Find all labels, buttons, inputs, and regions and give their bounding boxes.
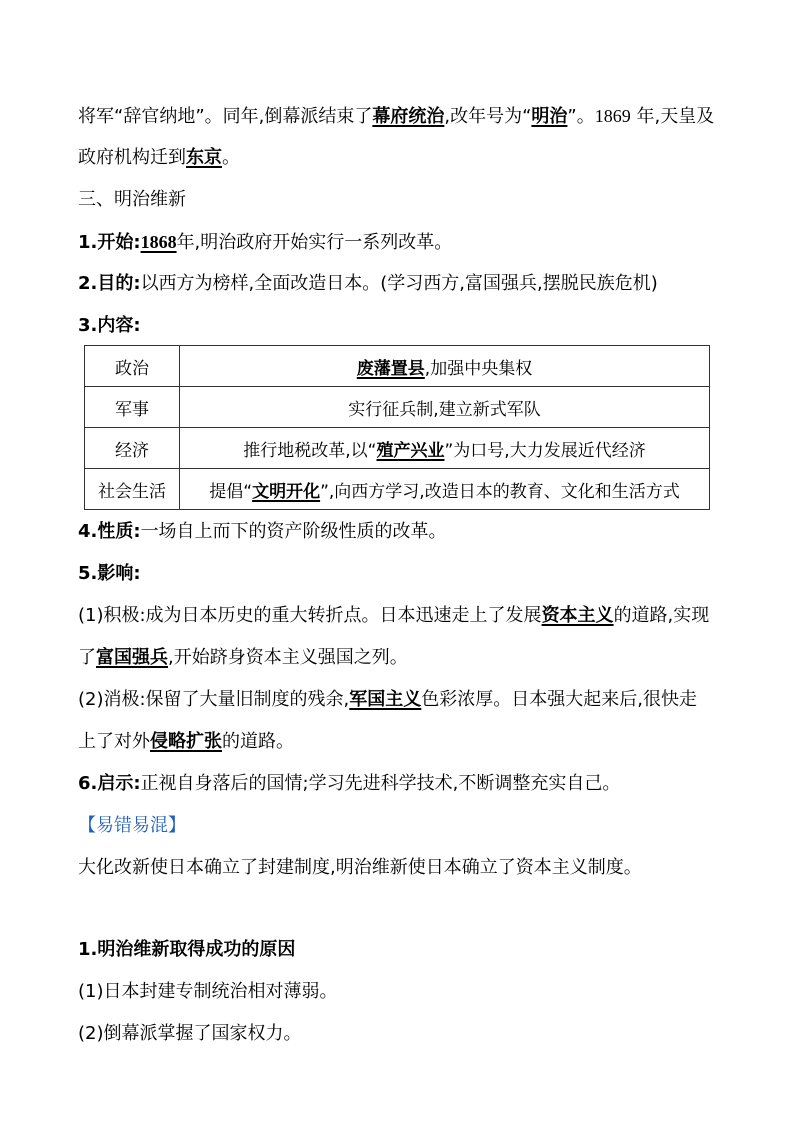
key-term-rich-country: 富国强兵	[96, 647, 168, 668]
key-term-tokyo: 东京	[186, 147, 222, 168]
text-span: 的道路。	[222, 731, 294, 752]
text-span: 年,天皇及	[630, 106, 715, 127]
key-term-capitalism: 资本主义	[541, 605, 614, 626]
text-span: 政府机构迁到	[78, 147, 186, 168]
year-1868: 1868	[140, 232, 177, 252]
lesson-text: 正视自身落后的国情;学习先进科学技术,不断调整充实自己。	[140, 773, 621, 794]
influence-label: 5.影响:	[78, 563, 141, 584]
key-term-aggression: 侵略扩张	[150, 731, 222, 752]
table-cell-detail	[180, 428, 710, 469]
text-span: 提倡“	[209, 481, 253, 502]
easy-mistake-text: 大化改新使日本确立了封建制度,明治维新使日本确立了资本主义制度。	[78, 857, 642, 878]
nature-text: 一场自上而下的资产阶级性质的改革。	[140, 521, 447, 542]
positive-line2	[78, 646, 408, 672]
text-span: ,改年号为“	[444, 106, 532, 127]
nature-line	[78, 520, 447, 546]
start-line	[78, 230, 452, 256]
key-term: 废藩置县	[356, 358, 425, 379]
text-span: ,开始跻身资本主义强国之列。	[168, 647, 408, 668]
reason-item: (2)倒幕派掌握了国家权力。	[78, 1023, 302, 1044]
text-span: (1)积极:成为日本历史的重大转折点。日本迅速走上了发展	[78, 605, 542, 626]
table-cell-detail	[180, 469, 710, 510]
table-cell-category: 军事	[85, 387, 180, 428]
table-row	[85, 346, 710, 387]
text-span: 推行地税改革,以“	[243, 440, 377, 461]
text-span: 将军“辞官纳地”。同年,倒幕派结束了	[78, 106, 373, 127]
nature-label: 4.性质:	[78, 521, 141, 542]
purpose-text: 以西方为榜样,全面改造日本。(学习西方,富国强兵,摆脱民族危机)	[140, 273, 658, 294]
purpose-label: 2.目的:	[78, 273, 141, 294]
key-term-militarism: 军国主义	[349, 689, 422, 710]
reform-content-table	[84, 345, 710, 510]
text-span: 实行征兵制,建立新式军队	[348, 399, 541, 420]
key-term: 殖产兴业	[376, 440, 445, 461]
text-span: 。	[222, 147, 240, 168]
lesson-label: 6.启示:	[78, 773, 141, 794]
table-cell-category: 政治	[85, 346, 180, 387]
text-span: (2)消极:保留了大量旧制度的残余,	[78, 689, 350, 710]
text-span: 色彩浓厚。日本强大起来后,很快走	[421, 689, 698, 710]
text-span: ”为口号,大力发展近代经济	[444, 440, 646, 461]
text-span: ,加强中央集权	[424, 358, 533, 379]
table-row	[85, 428, 710, 469]
start-label: 1.开始:	[78, 232, 141, 253]
key-term-shogunate: 幕府统治	[372, 106, 445, 127]
text-span: ”,向西方学习,改造日本的教育、文化和生活方式	[320, 481, 680, 502]
para1-line1	[78, 104, 714, 130]
negative-line2	[78, 730, 294, 756]
section-heading: 三、明治维新	[78, 189, 186, 210]
key-term: 文明开化	[252, 481, 321, 502]
content-label: 3.内容:	[78, 315, 141, 336]
reason-item: (1)日本封建专制统治相对薄弱。	[78, 981, 338, 1002]
table-cell-category: 社会生活	[85, 469, 180, 510]
para1-line2	[78, 146, 240, 172]
purpose-line	[78, 272, 658, 298]
reasons-title: 1.明治维新取得成功的原因	[78, 939, 296, 960]
negative-line1	[78, 688, 697, 714]
table-cell-detail	[180, 346, 710, 387]
text-span: ”。	[567, 106, 595, 127]
key-term-meiji: 明治	[531, 106, 568, 127]
table-cell-category: 经济	[85, 428, 180, 469]
easy-mistake-tag: 【易错易混】	[78, 815, 186, 836]
start-text: 年,明治政府开始实行一系列改革。	[176, 232, 453, 253]
text-span: 的道路,实现	[613, 605, 710, 626]
positive-line1	[78, 604, 709, 630]
year-1869: 1869	[594, 106, 631, 126]
text-span: 了	[78, 647, 96, 668]
lesson-line	[78, 772, 620, 798]
table-row	[85, 469, 710, 510]
text-span: 上了对外	[78, 731, 150, 752]
table-row	[85, 387, 710, 428]
table-cell-detail	[180, 387, 710, 428]
